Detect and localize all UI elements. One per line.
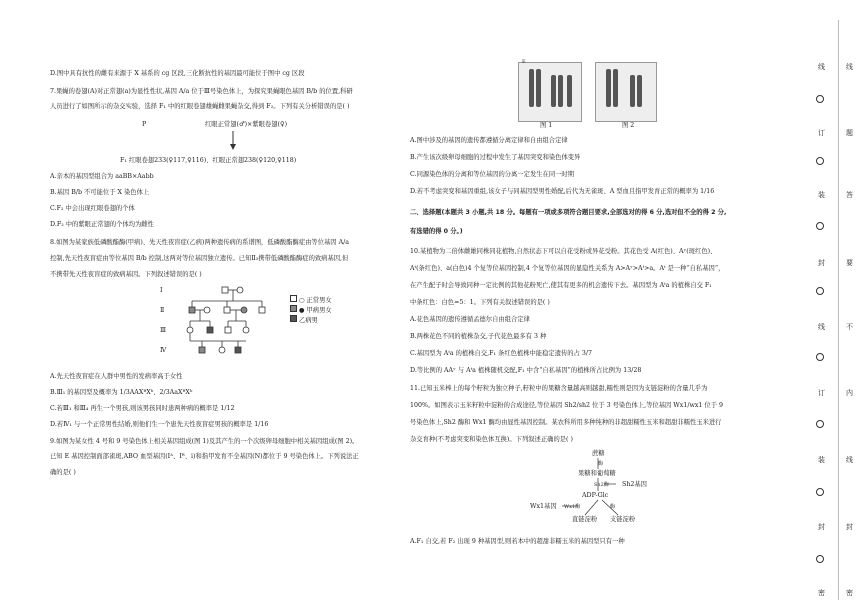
binding-circle — [816, 222, 824, 230]
pedigree-svg — [172, 283, 282, 363]
binding-circle — [816, 287, 824, 295]
question-10-line: 10.某植物为二倍体雌雄同株同花植物,自然状态下可以自花受粉或异花受粉。其花色受 A(红色)、Aʸ(斑红色)、 — [410, 248, 717, 255]
section-title: 二、选择题(本题共 3 小题,共 18 分。每题有一项或多项符合题目要求,全部选对的得 6 分,选对但不全的得 2 分, — [410, 209, 727, 216]
path-wx1-enzyme: Wx1酶 — [564, 504, 581, 510]
path-enzyme-2: 酶 — [610, 504, 616, 510]
option-b: B.Ⅲ₁ 的基因型及概率为 1/3AAXᴮXᵇ、2/3AaXᴮXᵇ — [50, 389, 193, 396]
cross-f1-text: F₁ 红眼卷翅233(♀117,♀116)、红眼正常翅238(♀120,♀118) — [120, 157, 297, 164]
figure-1-label: 图 1 — [540, 122, 553, 129]
binding-circle — [816, 555, 824, 563]
margin-char: 密 — [818, 589, 825, 597]
option-a: A.先天性夜盲症在人群中男性的发病率高于女性 — [50, 373, 183, 380]
margin-char: 装 — [818, 456, 825, 464]
cross-arrow — [228, 131, 238, 151]
legend-disease-a: 甲病男女 — [306, 307, 332, 314]
pedigree-chart: Ⅰ Ⅱ Ⅲ Ⅳ ○ 正常男女 ● 甲病男女 乙病男 — [160, 283, 380, 363]
option-d: D.等比例的 AAʸ 与 Aᵗa 植株随机交配,F₁ 中含“自私基因”的植株所占比例为 13/28 — [410, 367, 642, 374]
option-c: C.F₂ 中会出现红眼卷翅的个体 — [50, 205, 135, 212]
binding-circle — [816, 353, 824, 361]
text-line: 100%。如图表示玉米籽粒中淀粉的合成途径,等位基因 Sh2/sh2 位于 3 号染色体上,等位基因 Wx1/wx1 位于 9 — [410, 402, 724, 409]
generation-label: Ⅱ — [160, 307, 165, 314]
margin-char: 线 — [818, 63, 825, 71]
margin-char-outer: 线 — [846, 63, 853, 71]
margin-char-outer: 答 — [846, 191, 853, 199]
path-amylose: 直链淀粉 — [572, 516, 598, 523]
binding-circle — [816, 488, 824, 496]
section-title-cont: 有选错的得 0 分。) — [410, 228, 463, 235]
path-fructose-glucose: 果糖和葡萄糖 — [578, 470, 616, 477]
figure-2-chromosomes — [596, 63, 656, 121]
option-d: D.F₂ 中的紫眼正常翅的个体均为雌性 — [50, 221, 154, 228]
text-line: Aᵗ(条红色)、a(白色)4 个复等位基因控制,4 个复等位基因的显隐性关系为 A>Aʸ>Aᵗ>a。Aᵗ 是一种“自私基因”， — [410, 265, 725, 272]
option-c: C.若Ⅲ₁ 和Ⅲ₄ 再生一个男孩,则该男孩同时患两种病的概率是 1/12 — [50, 405, 235, 412]
legend-normal: 正常男女 — [306, 297, 332, 304]
path-enzyme: 酶 — [598, 461, 604, 467]
text-line: 不携带先天性夜盲症的致病基因。下列叙述错误的是( ) — [50, 271, 202, 278]
text-line: 杂交育种(不考虑突变和染色体互换)。下列叙述正确的是( ) — [410, 436, 573, 443]
option-d: D.若不考虑突变和基因重组,该女子与同基因型男性婚配,后代为无雀斑、A 型血且指甲发育正常的概率为 1/16 — [410, 188, 715, 195]
text-line: 控制,先天性夜盲症由等位基因 B/b 控制,这两对等位基因独立遗传。已知Ⅱ₃携带低磷酸酯酶症的致病基因,但 — [50, 255, 349, 262]
option-a: A.F₁ 自交,若 F₂ 出现 9 种基因型,则若本中的超甜非糯玉米的基因型只有一种 — [410, 538, 625, 545]
option-c: C.基因型为 Aᵗa 的植株自交,F₁ 条红色植株中能稳定遗传的占 3/7 — [410, 350, 593, 357]
path-sucrose: 蔗糖 — [592, 450, 605, 457]
option-c: C.同源染色体的分离和等位基因的分离一定发生在同一时期 — [410, 171, 575, 178]
cross-p-label: P — [142, 121, 147, 128]
text-line: 确的是( ) — [50, 469, 76, 476]
margin-char-outer: 题 — [846, 129, 853, 137]
margin-char-outer: 封 — [846, 523, 853, 531]
starch-pathway-diagram — [510, 450, 670, 532]
generation-label: Ⅰ — [160, 287, 163, 294]
binding-circle — [816, 95, 824, 103]
text-line: D.图中具有抗性的雌有来源于 X 基系的 cg 区段,三化断抗性的基因最可能位于图中 cg 区段 — [50, 70, 305, 77]
option-b: B.基因 B/b 不可能位于 X 染色体上 — [50, 189, 150, 196]
figure-1 — [518, 62, 582, 122]
path-sh2-gene: Sh2基因 — [622, 481, 647, 488]
option-d: D.若Ⅳ₁ 与一个正常男性结婚,则他们生一个患先天性夜盲症男孩的概率是 1/16 — [50, 421, 269, 428]
binding-margin — [778, 0, 860, 608]
option-b: B.两株花色不同的植株杂交,子代花色最多有 3 种 — [410, 333, 547, 340]
text-line: 已知 E 基因控制面部雀斑,ABO 血型基因(Iᴬ、Iᴮ、i)和指甲发育不全基因(N)都位于 9 号染色体上。下列说法正 — [50, 453, 359, 460]
path-sh2-enzyme: Sh2酶 — [594, 482, 609, 488]
margin-char: 装 — [818, 191, 825, 199]
binding-line — [838, 20, 839, 600]
margin-char: 封 — [818, 523, 825, 531]
figure-2-label: 图 2 — [622, 122, 635, 129]
text-line: 号染色体上,Sh2 酶和 Wx1 酶均由显性基因控制。某农科所用多种纯种的非超甜糯性玉米和超甜非糯性玉米进行 — [410, 419, 722, 426]
fig-letter: E — [522, 59, 526, 65]
question-9-line: 9.如图为某女性 4 号和 9 号染色体上相关基因组成(图 1)及其产生的一个次级卵母细胞中相关基因组成(图 2)。 — [50, 438, 359, 445]
generation-label: Ⅲ — [160, 327, 167, 334]
margin-char-outer: 线 — [846, 456, 853, 464]
margin-char-outer: 不 — [846, 323, 853, 331]
legend-disease-b: 乙病男 — [299, 317, 318, 324]
option-b: B.产生该次级卵母细胞的过程中发生了基因突变和染色体变异 — [410, 154, 581, 161]
text-line: 人员进行了如图所示的杂交实验，选择 F₁ 中的红眼卷翅雄蝇雌果蝇杂交,得到 F₂。下列有关分析错误的是( ) — [50, 103, 350, 110]
option-a: A.图中涉及的基因的遗传都遵循分离定律和自由组合定律 — [410, 137, 568, 144]
question-7-line: 7.果蝇的卷翅(A)对正常翅(a)为显性性状,基因 A/a 位于Ⅲ号染色体上，为探究果蝇眼色基因 B/b 的位置,科研 — [50, 88, 353, 95]
text-line: 中条红色：白色=5：1。下列有关叙述错误的是( ) — [410, 299, 550, 306]
text-line: 在产生配子时会导致同种一定比例的其他花粉死亡,使其有更多的机会遗传下去。基因型为 Aᵗa 的植株自交 F₁ — [410, 282, 712, 289]
binding-circle — [816, 420, 824, 428]
option-a: A.花色基因的遗传遵循孟德尔自由组合定律 — [410, 316, 530, 323]
margin-char-outer: 内 — [846, 389, 853, 397]
margin-char: 封 — [818, 259, 825, 267]
option-a: A.亲本的基因型组合为 aaBB×Aabb — [50, 173, 154, 180]
question-11-line: 11.已知玉米棒上的每个籽粒为独立种子,籽粒中的果糖含量越高则越甜,糯性则是因为支链淀粉的含量几乎为 — [410, 385, 708, 392]
margin-char: 订 — [818, 129, 825, 137]
path-adp-glc: ADP-Glc — [582, 492, 609, 499]
question-8-line: 8.如图为某家族低磷酸酯酶(甲病)、先天性夜盲症(乙病)两种遗传病的系谱图，低磷酸酯酶症由等位基因 A/a — [50, 239, 350, 246]
margin-char: 订 — [818, 389, 825, 397]
generation-label: Ⅳ — [160, 347, 167, 354]
path-wx1-gene: Wx1基因 — [530, 503, 557, 510]
figure-1-chromosomes — [519, 63, 581, 121]
margin-char: 线 — [818, 323, 825, 331]
pathway-arrows — [510, 450, 670, 532]
figure-2 — [595, 62, 657, 122]
path-amylopectin: 支链淀粉 — [610, 516, 636, 523]
cross-parent-text: 红眼正常翅(♂)×紫眼卷翅(♀) — [205, 121, 288, 128]
margin-char-outer: 密 — [846, 589, 853, 597]
margin-char-outer: 要 — [846, 259, 853, 267]
binding-circle — [816, 157, 824, 165]
